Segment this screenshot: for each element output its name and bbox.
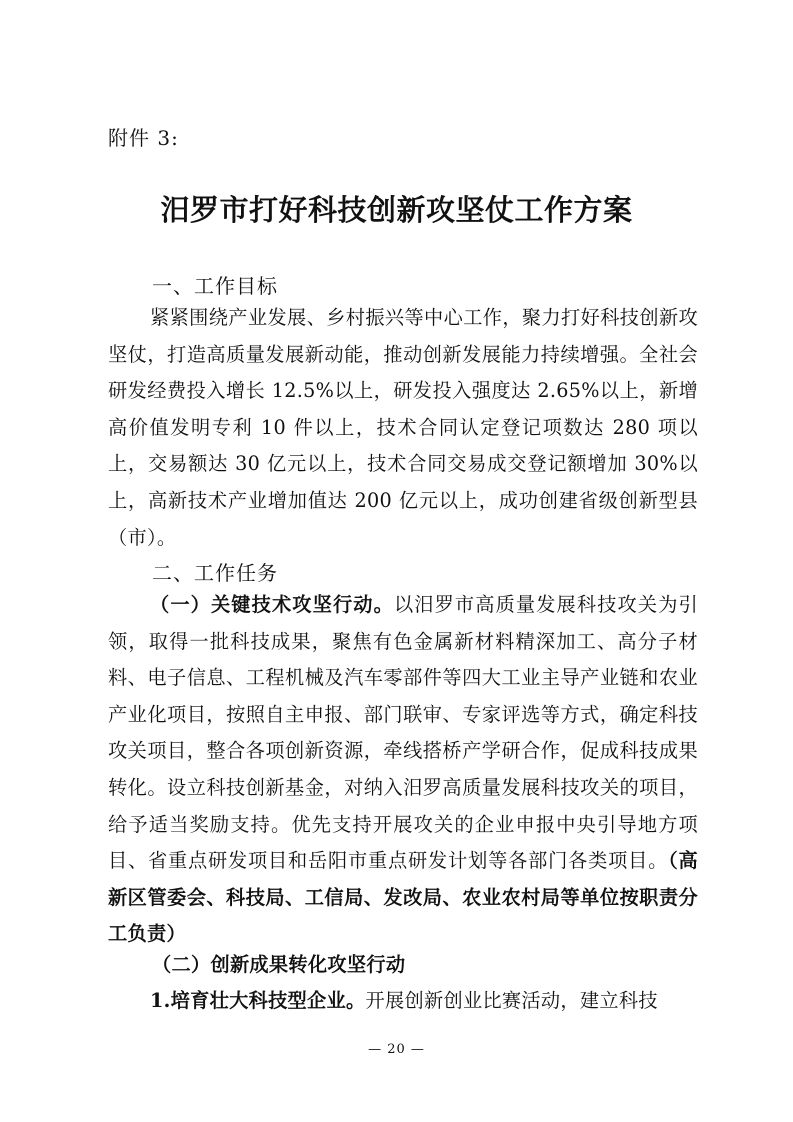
paragraph-key-technology	[108, 587, 698, 953]
item-text-tech-enterprise: 开展创新创业比赛活动，建立科技	[365, 989, 658, 1012]
section-heading-tasks: 二、工作任务	[152, 561, 278, 585]
item-responsible-key-technology: （高新区管委会、科技局、工信局、发改局、农业农村局等单位按职责分工负责）	[108, 849, 699, 946]
section-heading-goals: 一、工作目标	[152, 274, 278, 298]
paragraph-goals: 紧紧围绕产业发展、乡村振兴等中心工作，聚力打好科技创新攻坚仗，打造高质量发展新动能，推动创新发展能力持续增强。全社会研发经费投入增长 12.5%以上，研发投入强度达 2.65%以上，新增高价值发明专利 10 件以上，技术合同认定登记项数达 280 项以上，交易额达 30 亿元以上，技术合同交易成交登记额增加 30%以上，高新技术产业增加值达 200 亿元以上，成功创建省级创新型县（市）。	[108, 306, 698, 549]
item-lead-key-technology: （一）关键技术攻坚行动。	[150, 593, 394, 616]
attachment-label: 附件 3:	[108, 126, 179, 150]
item-heading-achievement-transfer: （二）创新成果转化攻坚行动	[152, 953, 406, 976]
item-text-key-technology: 以汨罗市高质量发展科技攻关为引领，取得一批科技成果，聚焦有色金属新材料精深加工、高分子材料、电子信息、工程机械及汽车零部件等四大工业主导产业链和农业产业化项目，按照自主申报、部门联审、专家评选等方式，确定科技攻关项目，整合各项创新资源，牵线搭桥产学研合作，促成科技成果转化。设立科技创新基金，对纳入汨罗高质量发展科技攻关的项目，给予适当奖励支持。优先支持开展攻关的企业申报中央引导地方项目、省重点研发项目和岳阳市重点研发计划等各部门各类项目。	[108, 593, 699, 873]
document-title: 汨罗市打好科技创新攻坚仗工作方案	[160, 193, 633, 227]
item-lead-tech-enterprise: 1.培育壮大科技型企业。	[150, 989, 366, 1012]
paragraph-tech-enterprise	[150, 986, 698, 1013]
page-number: — 20 —	[368, 1042, 425, 1057]
